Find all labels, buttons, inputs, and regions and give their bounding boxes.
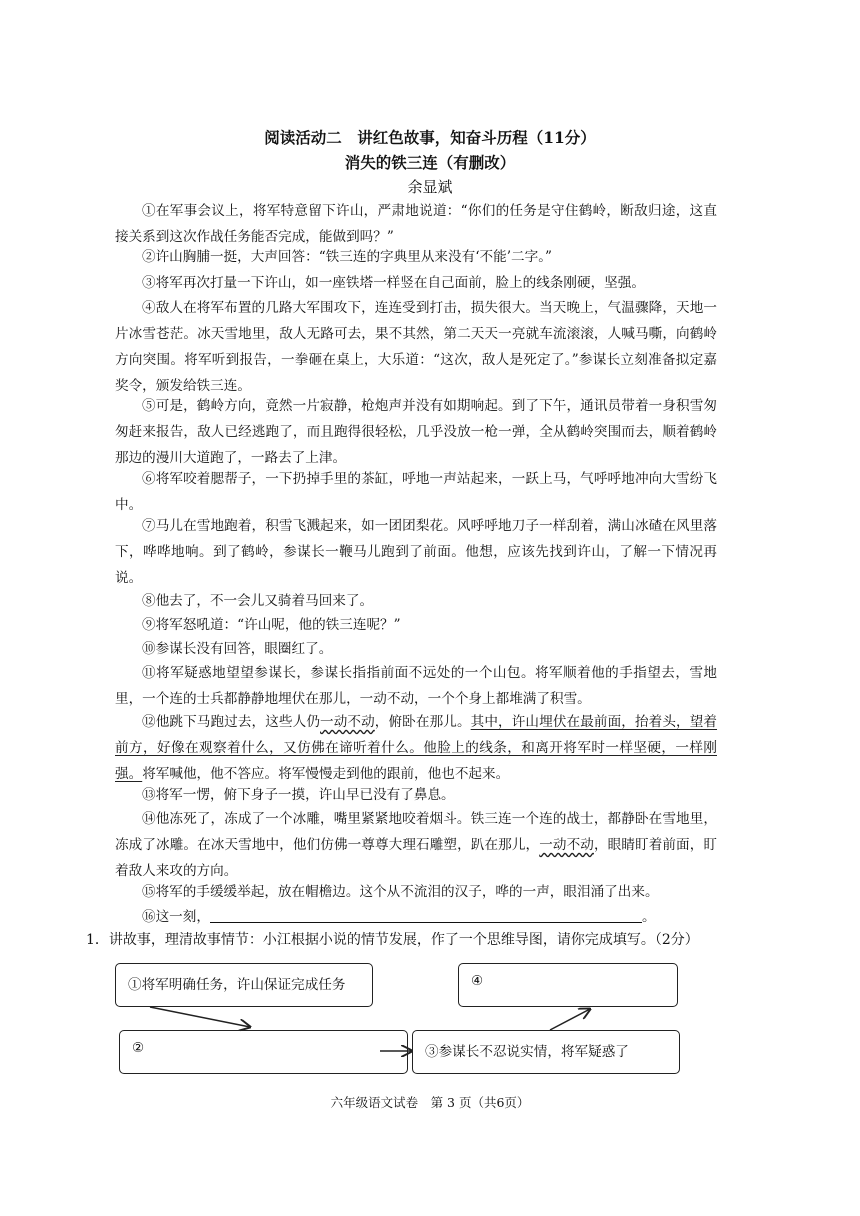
mindmap-box-2[interactable] [119,1030,408,1074]
paragraph-2: ②许山胸脯一挺，大声回答：“铁三连的字典里从来没有‘不能’二字。” [142,249,552,265]
paragraph-9: ⑨将军怒吼道：“许山呢，他的铁三连呢？” [142,617,401,633]
paragraph-14-lead: ⑭他冻死了，冻成了一个冰雕，嘴里紧紧地咬着烟斗。铁三连一个连的战士，都静卧在雪地里，冻成了冰雕。在冰天雪地中，他们仿佛一尊尊大理石雕塑，趴在那儿， [115,811,717,853]
wavy-underlined-phrase: 一动不动 [320,714,375,730]
paragraph-7: ⑦马儿在雪地跑着，积雪飞溅起来，如一团团梨花。风呼呼地刀子一样刮着，满山冰碴在风里落下，哗哗地响。到了鹤岭，参谋长一鞭马儿跑到了前面。他想，应该先找到许山，了解一下情况再说。 [115,518,717,586]
paragraph-3: ③将军再次打量一下许山，如一座铁塔一样竖在自己面前，脸上的线条刚硬，坚强。 [142,275,645,291]
paragraph-10: ⑩参谋长没有回答，眼圈红了。 [142,641,333,657]
mindmap-box-4-label: ④ [471,973,484,989]
paragraph-12-lead: ⑫他跳下马跑过去，这些人仍 [142,714,321,730]
paragraph-14 [115,806,717,884]
paragraph-1: ①在军事会议上，将军特意留下许山，严肃地说道：“你们的任务是守住鹤岭，断敌归途，这直接关系到这次作战任务能否完成，能做到吗？” [115,203,717,245]
paragraph-4: ④敌人在将军布置的几路大军围攻下，连连受到打击，损失很大。当天晚上，气温骤降，天地一片冰雪苍茫。冰天雪地里，敌人无路可去，果不其然，第二天天一亮就车流滚滚，人喊马嘶，向鹤岭方向突围。将军听到报告，一拳砸在桌上，大乐道：“这次，敌人是死定了。”参谋长立刻准备拟定嘉奖令，颁发给铁三连。 [115,300,717,394]
story-title: 消失的铁三连（有删改） [344,153,516,172]
page-footer: 六年级语文试卷 第 3 页（共6页） [330,1095,530,1110]
arrow-box3-to-box4 [550,1009,590,1030]
paragraph-6: ⑥将军咬着腮帮子，一下扔掉手里的茶缸，呼地一声站起来，一跃上马，气呼呼地冲向大雪纷飞中。 [115,471,717,513]
mindmap-box-4[interactable] [458,963,678,1007]
paragraph-16-end: 。 [641,909,656,925]
paragraph-12-tail: 将军喊他，他不答应。将军慢慢走到他的跟前，他也不起来。 [142,766,510,782]
mindmap-box-1 [115,963,373,1007]
mindmap-box-1-text: ①将军明确任务，许山保证完成任务 [128,977,346,993]
paragraph-5: ⑤可是，鹤岭方向，竟然一片寂静，枪炮声并没有如期响起。到了下午，通讯员带着一身积雪匆匆赶来报告，敌人已经逃跑了，而且跑得很轻松，几乎没放一枪一弹，全从鹤岭突围而去，顺着鹤岭那边的漫川大道跑了，一路去了上津。 [115,398,717,466]
mindmap-box-3 [412,1030,680,1074]
paragraph-16-lead: ⑯这一刻， [142,909,210,925]
mindmap-box-2-label: ② [132,1040,145,1056]
paragraph-15: ⑮将军的手缓缓举起，放在帽檐边。这个从不流泪的汉子，哗的一声，眼泪涌了出来。 [142,884,659,900]
question-1: 1．讲故事，理清故事情节：小江根据小说的情节发展，作了一个思维导图，请你完成填写。（2分） [86,932,699,948]
paragraph-12-mid: ，俯卧在那儿。 [374,714,471,730]
mindmap-box-3-text: ③参谋长不忍说实情，将军疑惑了 [425,1044,629,1060]
paragraph-14-tail: ，眼睛盯着前面，盯着敌人来攻的方向。 [115,837,718,879]
underlined-sentence: 其中，许山埋伏在最前面，抬着头，望着前方，好像在观察着什么，又仿佛在谛听着什么。他脸上的线条，和离开将军时一样坚硬，一样刚强。 [115,714,718,782]
paragraph-16 [115,904,717,930]
paragraph-13: ⑬将军一愣，俯下身子一摸，许山早已没有了鼻息。 [142,787,455,803]
wavy-underlined-phrase-2: 一动不动 [539,837,594,853]
arrow-box1-to-box2 [150,1007,250,1027]
paragraph-11: ⑪将军疑惑地望望参谋长，参谋长指指前面不远处的一个山包。将军顺着他的手指望去，雪地里，一个连的士兵都静静地埋伏在那儿，一动不动，一个个身上都堆满了积雪。 [115,665,717,707]
answer-blank-line[interactable] [210,906,642,923]
paragraph-12 [115,709,717,787]
paragraph-8: ⑧他去了，不一会儿又骑着马回来了。 [142,593,374,609]
author: 余显斌 [407,178,453,196]
section-title: 阅读活动二 讲红色故事，知奋斗历程（11分） [264,128,596,147]
